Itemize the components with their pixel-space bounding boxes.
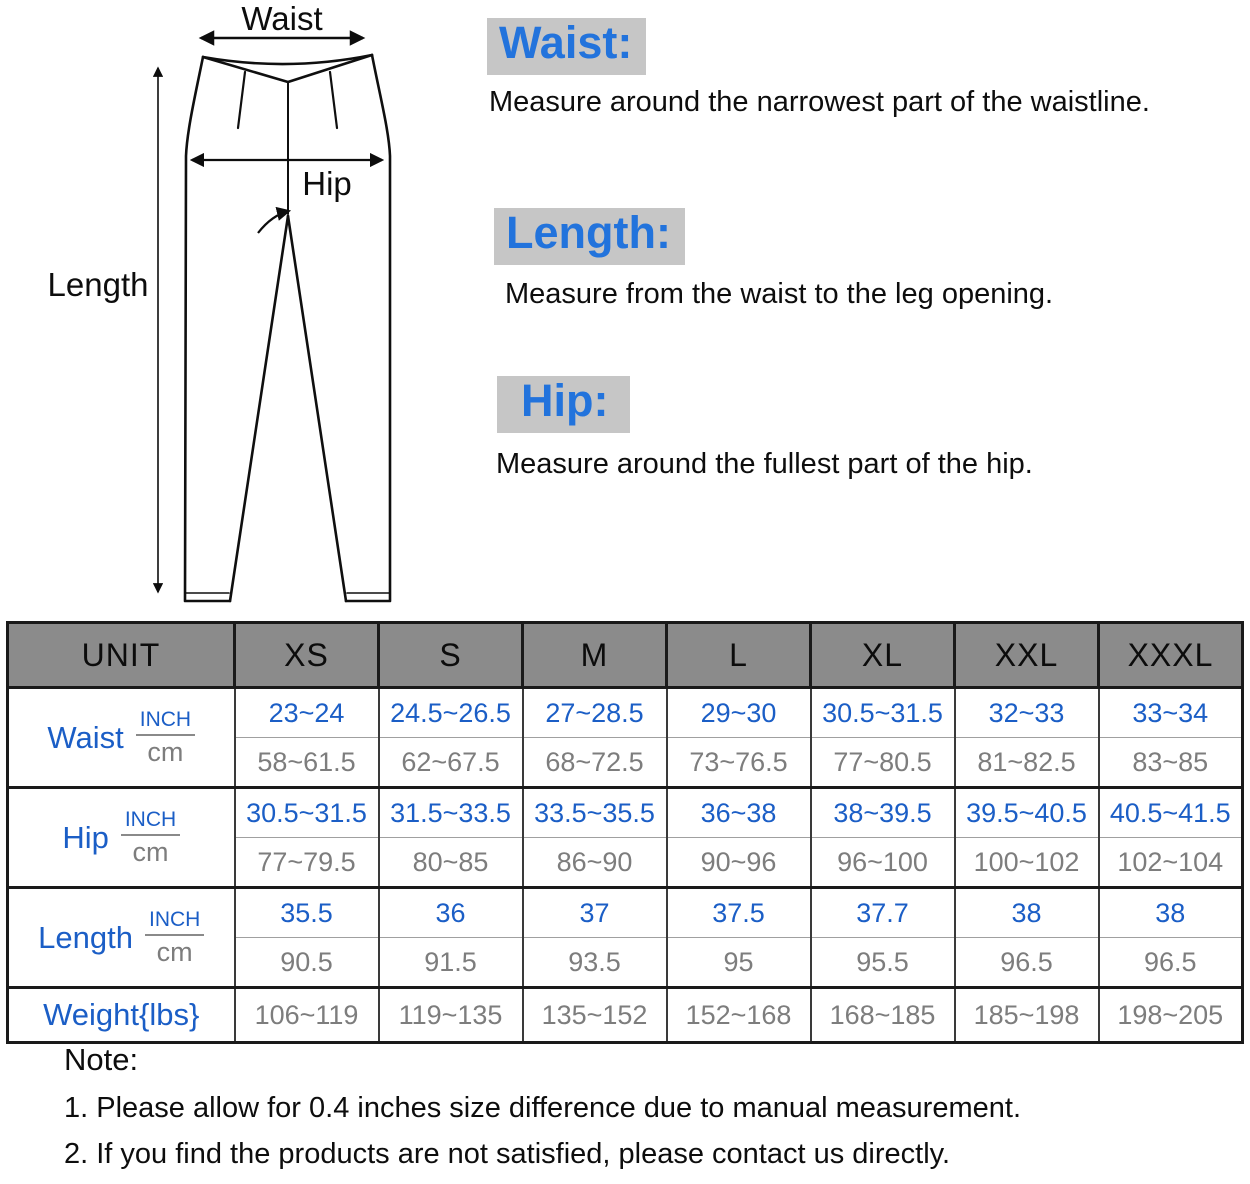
waist-cm-cell: 73~76.5 bbox=[667, 738, 811, 788]
hip-inch-cell: 36~38 bbox=[667, 788, 811, 838]
note-item-2: 2. If you find the products are not satisfied, please contact us directly. bbox=[64, 1138, 951, 1170]
length-inch-cell: 36 bbox=[379, 888, 523, 938]
waist-cm-cell: 77~80.5 bbox=[811, 738, 955, 788]
unit-fraction-length bbox=[145, 909, 204, 966]
waist-cm-cell: 81~82.5 bbox=[955, 738, 1099, 788]
definition-description-waist: Measure around the narrowest part of the waistline. bbox=[489, 86, 1150, 118]
hip-inch-cell: 30.5~31.5 bbox=[235, 788, 379, 838]
row-label-waist bbox=[8, 688, 235, 788]
unit-cm-label: cm bbox=[147, 737, 184, 767]
waist-cm-cell: 83~85 bbox=[1099, 738, 1243, 788]
definition-term-hip: Hip: bbox=[497, 376, 630, 433]
weight-cell: 168~185 bbox=[811, 988, 955, 1043]
note-item-1: 1. Please allow for 0.4 inches size difference due to manual measurement. bbox=[64, 1092, 1021, 1124]
weight-cell: 106~119 bbox=[235, 988, 379, 1043]
row-label-inner-hip bbox=[10, 809, 233, 866]
hip-inch-cell: 33.5~35.5 bbox=[523, 788, 667, 838]
unit-fraction-hip bbox=[121, 809, 180, 866]
row-word-hip: Hip bbox=[62, 819, 109, 855]
col-header-xs: XS bbox=[235, 623, 379, 688]
pants-outline bbox=[185, 55, 390, 601]
length-inch-cell: 37.5 bbox=[667, 888, 811, 938]
hip-inch-row bbox=[8, 788, 1243, 838]
length-inch-cell: 37 bbox=[523, 888, 667, 938]
unit-fraction-waist bbox=[136, 709, 195, 766]
waist-inch-cell: 27~28.5 bbox=[523, 688, 667, 738]
waist-inch-cell: 32~33 bbox=[955, 688, 1099, 738]
col-header-xxl: XXL bbox=[955, 623, 1099, 688]
waist-inch-cell: 24.5~26.5 bbox=[379, 688, 523, 738]
weight-cell: 119~135 bbox=[379, 988, 523, 1043]
col-header-xl: XL bbox=[811, 623, 955, 688]
weight-cell: 185~198 bbox=[955, 988, 1099, 1043]
length-cm-cell: 91.5 bbox=[379, 938, 523, 988]
hip-inch-cell: 39.5~40.5 bbox=[955, 788, 1099, 838]
waist-cm-cell: 62~67.5 bbox=[379, 738, 523, 788]
unit-cm-label: cm bbox=[156, 937, 193, 967]
length-cm-cell: 95.5 bbox=[811, 938, 955, 988]
col-header-l: L bbox=[667, 623, 811, 688]
waist-inch-cell: 33~34 bbox=[1099, 688, 1243, 738]
unit-inch-label: INCH bbox=[145, 909, 204, 936]
length-cm-cell: 93.5 bbox=[523, 938, 667, 988]
definition-description-hip: Measure around the fullest part of the hip. bbox=[496, 448, 1033, 480]
col-header-s: S bbox=[379, 623, 523, 688]
definition-description-length: Measure from the waist to the leg opening. bbox=[505, 278, 1054, 310]
size-table-header-row bbox=[8, 623, 1243, 688]
waist-inch-cell: 29~30 bbox=[667, 688, 811, 738]
hip-cm-cell: 77~79.5 bbox=[235, 838, 379, 888]
length-cm-cell: 96.5 bbox=[955, 938, 1099, 988]
col-header-unit: UNIT bbox=[8, 623, 235, 688]
definition-term-waist: Waist: bbox=[487, 18, 646, 75]
waist-inch-cell: 30.5~31.5 bbox=[811, 688, 955, 738]
waist-inch-row bbox=[8, 688, 1243, 738]
hip-cm-cell: 86~90 bbox=[523, 838, 667, 888]
hip-cm-cell: 100~102 bbox=[955, 838, 1099, 888]
length-inch-cell: 37.7 bbox=[811, 888, 955, 938]
length-inch-cell: 38 bbox=[955, 888, 1099, 938]
crotch-arrow bbox=[258, 211, 289, 233]
hip-inch-cell: 40.5~41.5 bbox=[1099, 788, 1243, 838]
hip-inch-cell: 31.5~33.5 bbox=[379, 788, 523, 838]
row-label-weight bbox=[8, 988, 235, 1043]
hip-inch-cell: 38~39.5 bbox=[811, 788, 955, 838]
size-table bbox=[6, 621, 1244, 1044]
waist-inch-cell: 23~24 bbox=[235, 688, 379, 738]
row-word-length: Length bbox=[38, 919, 133, 955]
note-title: Note: bbox=[64, 1042, 139, 1077]
length-inch-cell: 38 bbox=[1099, 888, 1243, 938]
weight-word: Weight{lbs} bbox=[43, 997, 200, 1032]
weight-cell: 198~205 bbox=[1099, 988, 1243, 1043]
weight-cell: 152~168 bbox=[667, 988, 811, 1043]
row-label-hip bbox=[8, 788, 235, 888]
length-inch-cell: 35.5 bbox=[235, 888, 379, 938]
unit-inch-label: INCH bbox=[136, 709, 195, 736]
row-label-inner-waist bbox=[10, 709, 233, 766]
length-cm-cell: 95 bbox=[667, 938, 811, 988]
hip-cm-cell: 102~104 bbox=[1099, 838, 1243, 888]
waist-cm-cell: 58~61.5 bbox=[235, 738, 379, 788]
hip-cm-cell: 96~100 bbox=[811, 838, 955, 888]
hip-cm-cell: 80~85 bbox=[379, 838, 523, 888]
row-label-inner-length bbox=[10, 909, 233, 966]
definition-term-length: Length: bbox=[494, 208, 685, 265]
row-word-waist: Waist bbox=[47, 719, 124, 755]
col-header-m: M bbox=[523, 623, 667, 688]
diagram-waist-label: Waist bbox=[241, 0, 323, 37]
length-cm-cell: 96.5 bbox=[1099, 938, 1243, 988]
weight-row bbox=[8, 988, 1243, 1043]
unit-inch-label: INCH bbox=[121, 809, 180, 836]
length-cm-cell: 90.5 bbox=[235, 938, 379, 988]
pants-measurement-diagram bbox=[0, 0, 480, 620]
diagram-hip-label: Hip bbox=[302, 165, 352, 202]
note-section bbox=[64, 1042, 1021, 1184]
hip-cm-cell: 90~96 bbox=[667, 838, 811, 888]
waist-cm-cell: 68~72.5 bbox=[523, 738, 667, 788]
unit-cm-label: cm bbox=[132, 837, 169, 867]
row-label-length bbox=[8, 888, 235, 988]
col-header-xxxl: XXXL bbox=[1099, 623, 1243, 688]
length-inch-row bbox=[8, 888, 1243, 938]
weight-cell: 135~152 bbox=[523, 988, 667, 1043]
diagram-length-label: Length bbox=[47, 266, 149, 303]
